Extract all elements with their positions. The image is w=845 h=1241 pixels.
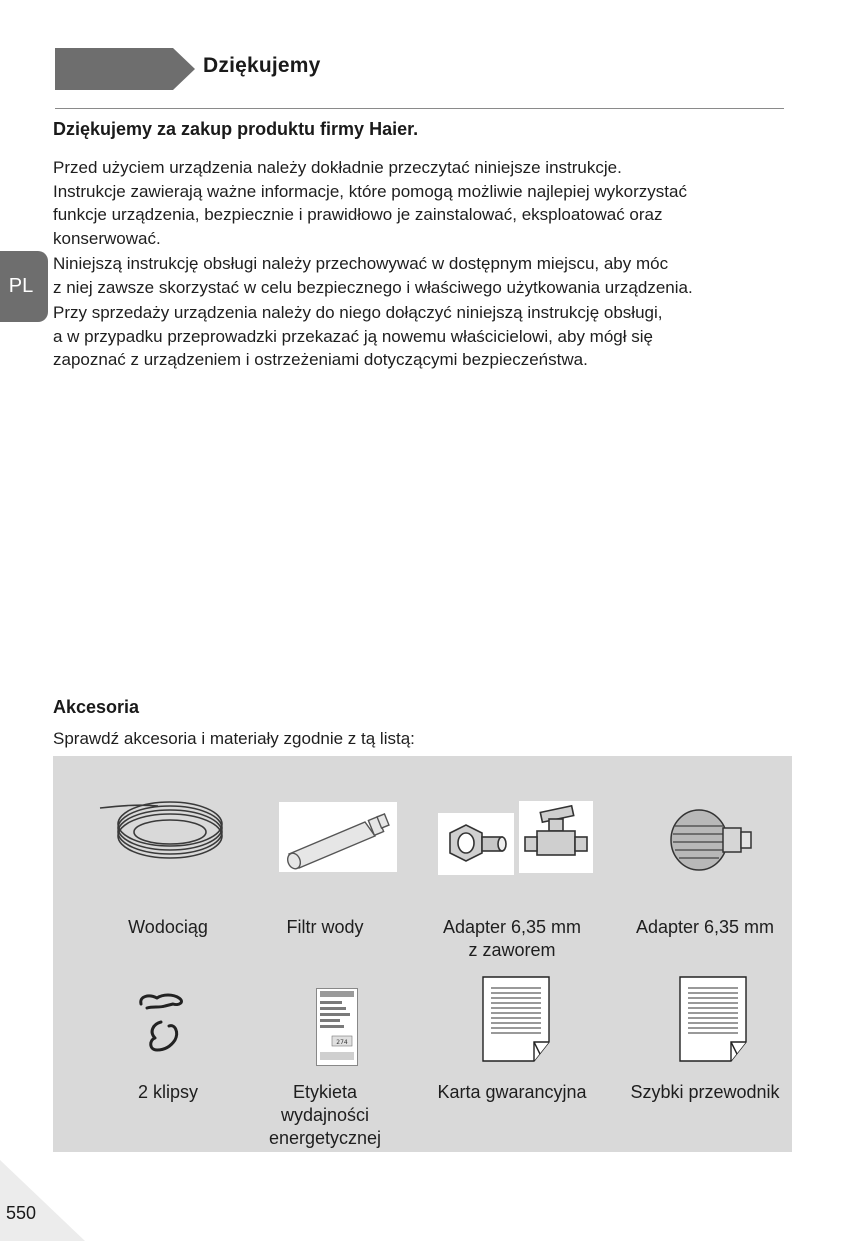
accessory-label: z zaworem	[468, 940, 556, 960]
accessory-label: Filtr wody	[286, 917, 364, 937]
intro-paragraph-1	[53, 156, 793, 250]
adapter-icon	[665, 806, 757, 876]
accessories-subtitle	[53, 727, 793, 751]
accessory-item	[620, 1081, 790, 1104]
energy-label-icon	[316, 988, 358, 1066]
intro-paragraph-2	[53, 252, 793, 299]
clips-icon	[135, 992, 191, 1056]
accessory-label: Etykieta	[292, 1082, 358, 1102]
adapter-valve-icon	[438, 813, 514, 875]
text-line: konserwować.	[53, 228, 161, 248]
text-line: Niniejszą instrukcję obsługi należy przechowywać w dostępnym miejscu, aby móc	[53, 254, 669, 273]
intro-paragraph-3	[53, 301, 793, 372]
text-line: Instrukcje zawierają ważne informacje, które pomogą możliwie najlepiej wykorzystać	[53, 181, 687, 201]
water-pipe-coil-icon	[98, 798, 238, 868]
water-filter-icon	[279, 802, 397, 872]
accessory-label: 2 klipsy	[137, 1082, 199, 1102]
accessory-item	[250, 1081, 400, 1150]
text-line: funkcje urządzenia, bezpiecznie i prawidłowo je zainstalować, eksploatować oraz	[53, 205, 663, 224]
intro-heading: Dziękujemy za zakup produktu firmy Haier.	[53, 119, 419, 139]
accessory-label: Adapter 6,35 mm	[635, 917, 775, 937]
text-line: Przy sprzedaży urządzenia należy do niego dołączyć niniejszą instrukcję obsługi,	[53, 303, 663, 322]
text-line: z niej zawsze skorzystać w celu bezpiecznego i właściwego użytkowania urządzenia.	[53, 277, 693, 297]
text-line: a w przypadku przeprowadzki przekazać ją nowemu właścicielowi, aby mógł się	[53, 326, 653, 346]
energy-label-value: 274	[336, 1039, 348, 1046]
accessory-item	[620, 916, 790, 939]
accessories-panel	[53, 756, 792, 1152]
quick-guide-icon	[679, 976, 747, 1062]
page-number: 550	[6, 1203, 37, 1223]
header-arrow-tab	[55, 48, 195, 90]
accessory-label: Szybki przewodnik	[630, 1082, 780, 1102]
accessory-item	[93, 916, 243, 939]
warranty-card-icon	[482, 976, 550, 1062]
accessory-label: Karta gwarancyjna	[437, 1082, 587, 1102]
text-line: Przed użyciem urządzenia należy dokładnie przeczytać niniejsze instrukcje.	[53, 158, 622, 177]
language-tab: PL	[0, 251, 48, 322]
accessory-label: wydajności	[280, 1105, 370, 1125]
accessory-label: Adapter 6,35 mm	[442, 917, 582, 937]
accessory-item	[427, 916, 597, 962]
valve-icon	[519, 801, 593, 873]
accessory-item	[427, 1081, 597, 1104]
accessories-heading: Akcesoria	[53, 697, 140, 717]
accessory-item	[93, 1081, 243, 1104]
accessory-label: energetycznej	[268, 1128, 382, 1148]
accessory-label: Wodociąg	[128, 917, 208, 937]
page-corner-decoration	[0, 1160, 85, 1241]
text-line: zapoznać z urządzeniem i ostrzeżeniami dotyczącymi bezpieczeństwa.	[53, 350, 588, 369]
text-line: Sprawdź akcesoria i materiały zgodnie z tą listą:	[53, 729, 415, 748]
accessory-item	[250, 916, 400, 939]
section-title: Dziękujemy	[203, 54, 321, 77]
header-divider	[55, 108, 784, 109]
